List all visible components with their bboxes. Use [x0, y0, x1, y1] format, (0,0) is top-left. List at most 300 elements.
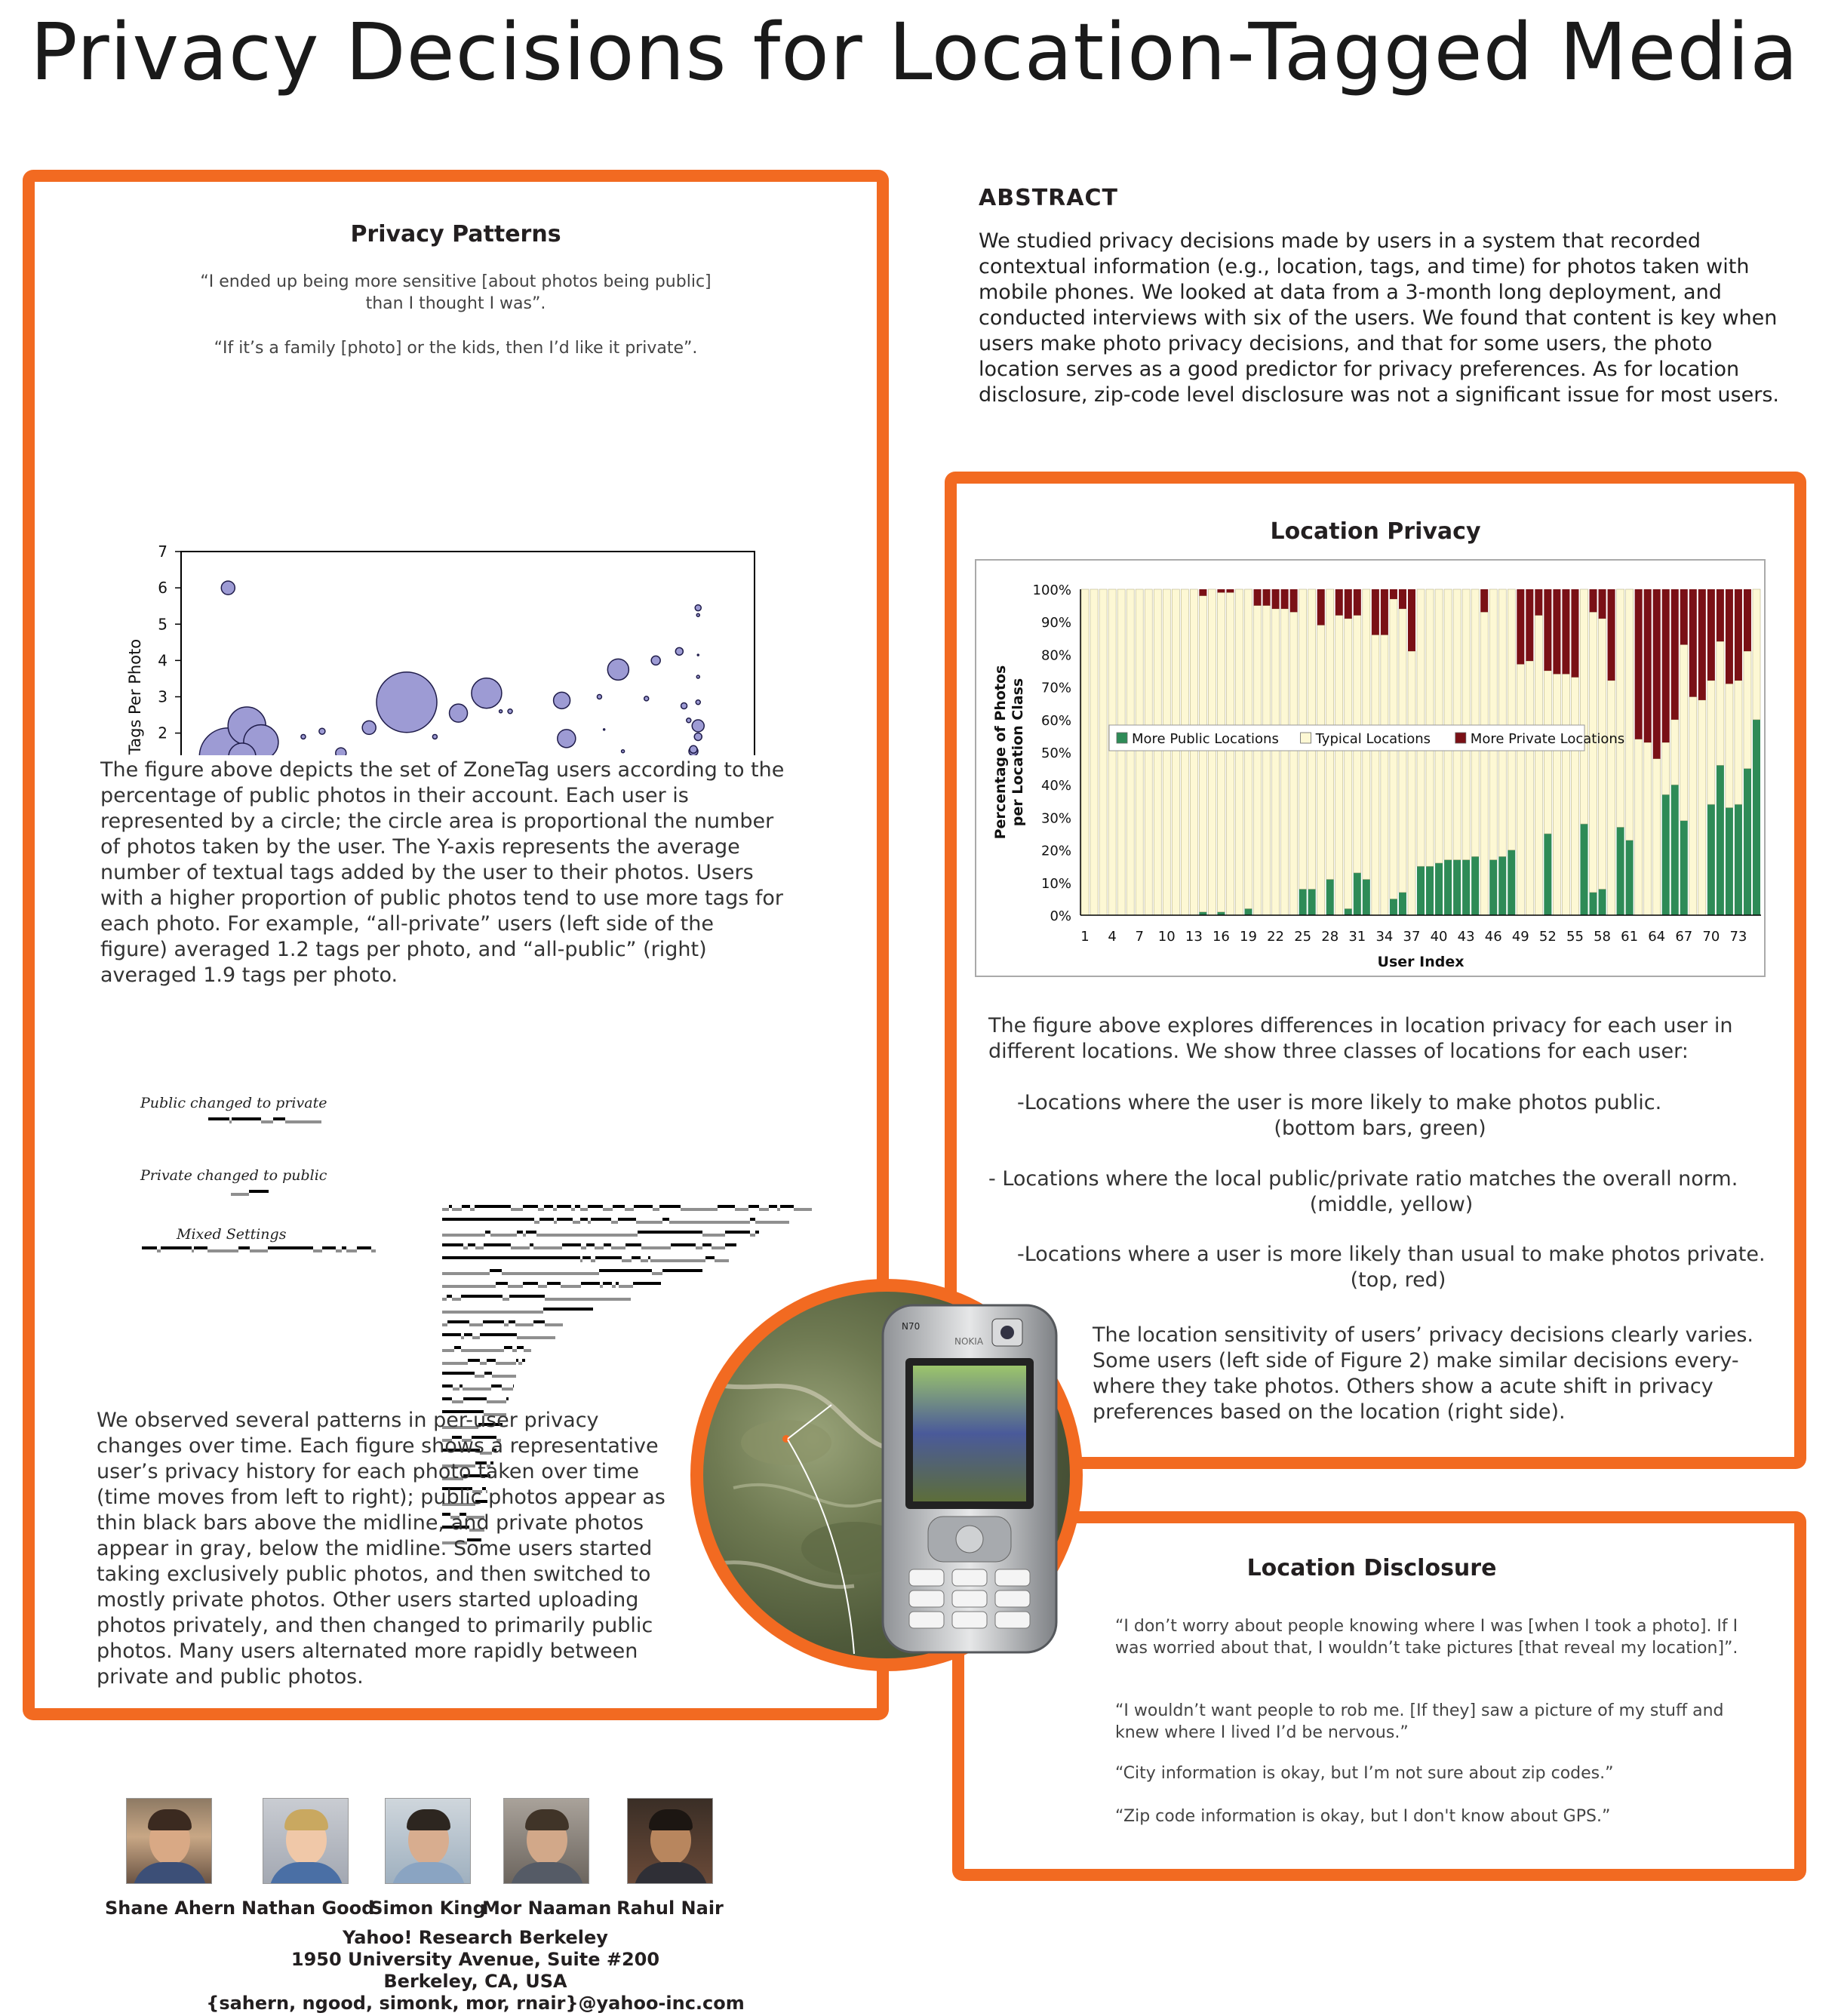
public-photo-mark [521, 1295, 531, 1298]
private-photo-mark [527, 1311, 533, 1314]
legend-label: Typical Locations [1315, 731, 1431, 747]
stacked-bar-segment [1444, 589, 1452, 860]
private-photo-mark [511, 1234, 517, 1237]
plot-frame [181, 552, 755, 755]
private-photo-mark [336, 1249, 342, 1252]
public-photo-mark [500, 1256, 512, 1259]
private-photo-mark [653, 1246, 665, 1249]
public-photo-mark [490, 1269, 502, 1272]
x-tick-label: 16 [1212, 929, 1230, 945]
stacked-bar-segment [1444, 860, 1452, 915]
stacked-bar-segment [1653, 759, 1661, 915]
private-photo-mark [619, 1285, 625, 1288]
public-photo-mark [573, 1243, 581, 1246]
y-tick-label: 6 [158, 579, 168, 598]
private-photo-mark [685, 1208, 696, 1211]
stacked-bar-segment [1399, 589, 1406, 609]
author-photo [503, 1798, 589, 1884]
private-photo-mark [458, 1234, 469, 1237]
public-photo-mark [268, 1246, 271, 1249]
bubble-point [301, 734, 306, 739]
private-photo-mark [619, 1298, 628, 1301]
stacked-bar-segment [1308, 889, 1316, 915]
private-photo-mark [480, 1311, 483, 1314]
stacked-bar-segment [1354, 873, 1361, 915]
author-photo [126, 1798, 212, 1884]
public-photo-mark [748, 1205, 751, 1208]
public-photo-mark [662, 1269, 669, 1272]
stacked-bar-segment [1698, 700, 1706, 915]
public-photo-mark [509, 1320, 515, 1323]
stacked-bar-segment [1580, 824, 1588, 915]
private-photo-mark [538, 1208, 544, 1211]
private-photo-mark [455, 1388, 460, 1391]
public-photo-mark [273, 1117, 285, 1120]
private-photo-mark [480, 1362, 487, 1365]
stacked-bar-segment [1544, 671, 1551, 834]
private-photo-mark [665, 1246, 671, 1249]
private-photo-mark [549, 1298, 558, 1301]
public-photo-mark [485, 1218, 490, 1221]
private-photo-mark [442, 1285, 446, 1288]
private-photo-mark [469, 1323, 474, 1326]
author-name: Rahul Nair [616, 1898, 724, 1919]
private-photo-mark [509, 1375, 516, 1378]
x-tick-label: 70 [1702, 929, 1720, 945]
stacked-bar-segment [1372, 635, 1379, 915]
legend-label: More Public Locations [1132, 731, 1279, 747]
stacked-bar-segment [1526, 661, 1533, 915]
x-tick-label: 31 [1348, 929, 1366, 945]
private-photo-mark [641, 1246, 647, 1249]
private-photo-mark [700, 1221, 708, 1224]
private-photo-mark [513, 1311, 520, 1314]
stacked-bar-segment [1553, 589, 1560, 674]
chart-legend [1109, 725, 1624, 751]
public-photo-mark [500, 1218, 504, 1221]
stacked-bar-segment [1580, 589, 1588, 824]
private-photo-mark [545, 1323, 554, 1326]
bubble-point [681, 703, 687, 709]
public-photo-mark [573, 1256, 580, 1259]
private-photo-mark [493, 1349, 504, 1352]
stacked-bar-segment [1108, 589, 1116, 915]
public-photo-mark [491, 1384, 502, 1388]
private-photo-mark [471, 1311, 480, 1314]
private-photo-mark [518, 1362, 522, 1365]
public-photo-mark [504, 1218, 512, 1221]
private-photo-mark [498, 1362, 508, 1365]
private-photo-mark [636, 1221, 647, 1224]
public-photo-mark [460, 1320, 469, 1323]
tags-vs-public-bubble-chart [88, 370, 767, 755]
private-photo-mark [573, 1221, 580, 1224]
private-photo-mark [483, 1311, 494, 1314]
stacked-bar-segment [1535, 616, 1542, 915]
stacked-bar-segment [1235, 589, 1243, 915]
public-photo-mark [649, 1269, 652, 1272]
private-photo-mark [480, 1285, 486, 1288]
stacked-bar-segment [1553, 674, 1560, 915]
private-photo-mark [511, 1285, 523, 1288]
stacked-bar-segment [1480, 589, 1488, 612]
stacked-bar-segment [1571, 589, 1578, 678]
private-photo-mark [452, 1208, 459, 1211]
private-photo-mark [696, 1208, 708, 1211]
public-photo-mark [142, 1246, 150, 1249]
bubble-point [221, 581, 235, 595]
stacked-bar-segment [1417, 866, 1425, 915]
public-photo-mark [666, 1205, 671, 1208]
public-photo-mark [604, 1243, 606, 1246]
y-axis-label: per Location Class [1010, 678, 1026, 827]
public-photo-mark [453, 1372, 463, 1375]
public-photo-mark [638, 1243, 641, 1246]
stacked-bar-segment [1626, 841, 1634, 915]
legend-swatch [1301, 733, 1311, 743]
stacked-bar-segment [1717, 765, 1724, 915]
public-photo-mark [699, 1231, 702, 1234]
bubble-point [690, 745, 697, 753]
bubble-point [696, 675, 699, 678]
private-photo-mark [647, 1246, 653, 1249]
private-photo-mark [783, 1221, 789, 1224]
public-photo-mark [691, 1231, 699, 1234]
public-photo-mark [472, 1256, 478, 1259]
stacked-bar-segment [1244, 908, 1252, 915]
public-photo-mark [502, 1320, 504, 1323]
private-photo-mark [625, 1208, 634, 1211]
stacked-bar-segment [1317, 625, 1325, 915]
private-photo-mark [461, 1349, 464, 1352]
private-photo-mark [453, 1388, 455, 1391]
stacked-bar-segment [1753, 589, 1760, 720]
private-photo-mark [463, 1246, 468, 1249]
public-photo-mark [463, 1372, 475, 1375]
private-photo-mark [511, 1246, 518, 1249]
bubble-chart-description: The figure above depicts the set of ZoneTag users according to the percentage of public photos in their account. Each user is represented by a circle; the circle area is proportional the number of photos taken by the user. The Y-axis represents the average number of textual tags added by the user to their photos. Users with a higher proportion of public photos tend to use more tags for each photo. For example, “all-private” users (left side of the figure) averaged 1.2 tags per photo, and “all-public” (right) averaged 1.9 tags per photo. [100, 758, 785, 987]
private-photo-mark [673, 1259, 682, 1262]
x-tick-label: 58 [1594, 929, 1611, 945]
history-timeline [442, 1205, 812, 1211]
bubble-point [687, 718, 691, 723]
public-photo-mark [488, 1256, 500, 1259]
stacked-bar-segment [1689, 589, 1697, 697]
private-photo-mark [475, 1246, 484, 1249]
public-photo-mark [261, 1190, 269, 1193]
public-photo-mark [557, 1205, 564, 1208]
private-photo-mark [459, 1208, 462, 1211]
history-timeline [208, 1117, 321, 1123]
private-photo-mark [461, 1336, 464, 1339]
public-photo-mark [447, 1320, 455, 1323]
stacked-bar-segment [1281, 589, 1289, 609]
public-photo-mark [600, 1256, 608, 1259]
history-timeline [442, 1282, 661, 1288]
private-photo-mark [524, 1349, 531, 1352]
public-photo-mark [462, 1205, 470, 1208]
public-photo-mark [608, 1256, 619, 1259]
private-photo-mark [261, 1120, 273, 1123]
public-photo-mark [518, 1218, 525, 1221]
public-photo-mark [513, 1295, 521, 1298]
public-photo-mark [567, 1256, 573, 1259]
stacked-bar-segment [1717, 641, 1724, 765]
stacked-bar-segment [1408, 589, 1415, 651]
public-photo-mark [693, 1269, 695, 1272]
public-photo-mark [616, 1282, 619, 1285]
stacked-bar-segment [1526, 589, 1533, 661]
history-description: We observed several patterns in per-user privacy changes over time. Each figure shows a representative user’s privacy history for each photo taken over time (time moves from left to right); public photos appear as thin black bars above the midline, and private photos appear in gray, below the midline. Some users started taking exclusively public photos, and then switched to mostly private photos. Other users started uploading photos privately, and then changed to primarily public photos. Many users alternated more rapidly between private and public photos. [97, 1409, 665, 1689]
public-photo-mark [456, 1243, 463, 1246]
public-photo-mark [232, 1117, 244, 1120]
public-photo-mark [564, 1256, 567, 1259]
bubble-point [319, 728, 325, 734]
stacked-bar-segment [1644, 742, 1652, 915]
private-photo-mark [625, 1285, 633, 1288]
x-tick-label: 7 [1135, 929, 1144, 945]
public-photo-mark [557, 1218, 560, 1221]
private-photo-mark [609, 1298, 619, 1301]
public-photo-mark [449, 1205, 452, 1208]
private-photo-mark [571, 1208, 575, 1211]
private-photo-mark [737, 1221, 746, 1224]
y-tick-label: 70% [1040, 680, 1071, 696]
author-card [364, 1798, 492, 1919]
private-photo-mark [708, 1208, 718, 1211]
private-photo-mark [478, 1272, 484, 1275]
private-photo-mark [533, 1311, 543, 1314]
private-photo-mark [492, 1375, 496, 1378]
history-legend-public-to-private: Public changed to private [140, 1095, 327, 1111]
stacked-bar-segment [1390, 899, 1397, 915]
history-timeline [442, 1320, 563, 1326]
stacked-bar-segment [1345, 908, 1352, 915]
x-tick-label: 28 [1321, 929, 1339, 945]
bubble-point [604, 729, 605, 730]
public-photo-mark [671, 1243, 678, 1246]
public-photo-mark [254, 1117, 257, 1120]
private-photo-mark [611, 1221, 618, 1224]
location-privacy-heading: Location Privacy [1270, 518, 1481, 545]
author-photo [385, 1798, 471, 1884]
y-tick-label: 4 [158, 651, 168, 670]
stacked-bar-segment [1662, 589, 1670, 742]
private-photo-mark [725, 1259, 729, 1262]
y-tick-label: 2 [158, 724, 168, 742]
stacked-bar-segment [1589, 589, 1597, 612]
public-photo-mark [507, 1205, 511, 1208]
private-photo-mark [690, 1221, 700, 1224]
stacked-bar-segment [1399, 893, 1406, 915]
public-photo-mark [342, 1246, 346, 1249]
public-photo-mark [755, 1231, 759, 1234]
public-photo-mark [643, 1282, 648, 1285]
privacy-patterns-heading: Privacy Patterns [350, 221, 561, 247]
private-photo-mark [540, 1272, 548, 1275]
private-photo-mark [469, 1285, 480, 1288]
stacked-bar-segment [1354, 589, 1361, 616]
private-photo-mark [556, 1323, 563, 1326]
private-photo-mark [682, 1259, 694, 1262]
x-axis-label: User Index [1377, 954, 1465, 970]
stacked-bar-segment [1099, 589, 1107, 915]
public-photo-mark [540, 1256, 546, 1259]
private-photo-mark [735, 1208, 744, 1211]
private-photo-mark [606, 1234, 610, 1237]
stacked-bar-segment [1163, 589, 1170, 915]
public-photo-mark [453, 1218, 461, 1221]
private-photo-mark [592, 1234, 595, 1237]
private-photo-mark [453, 1234, 458, 1237]
private-photo-mark [581, 1298, 592, 1301]
quote-family: “If it’s a family [photo] or the kids, then I’d like it private”. [214, 339, 698, 358]
public-photo-mark [454, 1346, 461, 1349]
location-privacy-intro: The figure above explores differences in location privacy for each user in different locations. We show three classes of locations for each user: [988, 1014, 1733, 1063]
stacked-bar-segment [1290, 589, 1298, 612]
private-photo-mark [515, 1323, 522, 1326]
stacked-bar-segment [1626, 589, 1634, 841]
y-tick-label: 40% [1040, 778, 1071, 794]
public-photo-mark [483, 1218, 485, 1221]
private-photo-mark [533, 1272, 540, 1275]
bubble-point [622, 750, 625, 753]
stacked-bar-segment [1517, 589, 1524, 664]
public-photo-mark [638, 1231, 642, 1234]
public-photo-mark [751, 1205, 759, 1208]
stacked-bar-segment [1508, 850, 1515, 915]
private-photo-mark [569, 1272, 578, 1275]
private-photo-mark [555, 1246, 562, 1249]
stacked-bar-segment [1363, 879, 1370, 915]
private-photo-mark [759, 1208, 762, 1211]
stacked-bar-segment [1707, 589, 1715, 681]
private-photo-mark [346, 1249, 351, 1252]
public-photo-mark [472, 1218, 478, 1221]
public-photo-mark [508, 1243, 511, 1246]
y-tick-label: 90% [1040, 615, 1071, 632]
private-photo-mark [542, 1336, 545, 1339]
private-photo-mark [538, 1285, 547, 1288]
public-photo-mark [750, 1218, 755, 1221]
affiliation-street: 1950 University Avenue, Suite #200 [290, 1949, 660, 1970]
history-timeline [142, 1246, 376, 1252]
public-photo-mark [503, 1333, 509, 1336]
bubble-point [472, 678, 502, 708]
public-photo-mark [180, 1246, 185, 1249]
private-photo-mark [719, 1221, 721, 1224]
stacked-bar-segment [1571, 678, 1578, 915]
stacked-bar-segment [1299, 889, 1307, 915]
public-photo-mark [590, 1282, 600, 1285]
public-photo-mark [550, 1282, 561, 1285]
public-photo-mark [485, 1231, 490, 1234]
public-photo-mark [705, 1243, 712, 1246]
private-photo-mark [459, 1272, 468, 1275]
bubble-point [450, 704, 468, 722]
stacked-bar-segment [1471, 856, 1479, 915]
stacked-bar-segment [1726, 684, 1733, 807]
public-photo-mark [629, 1218, 636, 1221]
public-photo-mark [295, 1246, 307, 1249]
public-photo-mark [516, 1359, 518, 1362]
private-photo-mark [232, 1249, 238, 1252]
public-photo-mark [517, 1346, 524, 1349]
public-photo-mark [455, 1320, 460, 1323]
author-name: Nathan Good [241, 1898, 375, 1919]
private-photo-mark [299, 1120, 309, 1123]
public-photo-mark [442, 1256, 448, 1259]
public-photo-mark [635, 1243, 638, 1246]
y-tick-label: 5 [158, 615, 168, 634]
private-photo-mark [442, 1349, 454, 1352]
public-photo-mark [606, 1243, 609, 1246]
bubble-point [675, 647, 683, 655]
x-tick-label: 43 [1457, 929, 1475, 945]
public-photo-mark [609, 1243, 611, 1246]
public-photo-mark [357, 1246, 363, 1249]
public-photo-mark [185, 1246, 192, 1249]
public-photo-mark [490, 1243, 493, 1246]
location-disclosure-panel [952, 1511, 1806, 1881]
stacked-bar-segment [1617, 589, 1624, 827]
private-photo-mark [600, 1285, 603, 1288]
private-photo-mark [487, 1400, 495, 1403]
stacked-bar-segment [1698, 589, 1706, 700]
public-photo-mark [498, 1333, 503, 1336]
bubble-point [651, 656, 660, 665]
private-photo-mark [643, 1259, 648, 1262]
bubble-point [499, 710, 503, 713]
x-tick-label: 40 [1430, 929, 1448, 945]
private-photo-mark [442, 1272, 454, 1275]
stacked-bar-segment [1345, 589, 1352, 619]
private-photo-mark [770, 1221, 773, 1224]
public-photo-mark [645, 1231, 657, 1234]
location-class-private-line2: (top, red) [1350, 1268, 1446, 1292]
location-privacy-panel [945, 472, 1806, 1469]
stacked-bar-segment [1617, 827, 1624, 915]
x-tick-label: 55 [1566, 929, 1584, 945]
abstract-text: We studied privacy decisions made by users in a system that recorded contextual information (e.g., location, tags, and time) for photos taken with mobile phones. We looked at data from a 3-month long deployment, and conducted interviews with six of the users. We found that content is key when users make photo privacy decisions, and that for some users, the photo location serves as a good predictor for privacy preferences. As for location disclosure, zip-code level disclosure was not a significant issue for most users. [979, 229, 1779, 407]
private-photo-mark [628, 1298, 631, 1301]
bubble-point [554, 692, 570, 708]
x-tick-label: 19 [1240, 929, 1257, 945]
stacked-bar-segment [1544, 589, 1551, 671]
public-photo-mark [442, 1372, 453, 1375]
public-photo-mark [220, 1117, 229, 1120]
private-photo-mark [245, 1193, 249, 1196]
public-photo-mark [208, 1117, 217, 1120]
public-photo-mark [599, 1269, 605, 1272]
private-photo-mark [496, 1362, 498, 1365]
private-photo-mark [464, 1349, 475, 1352]
abstract-heading: ABSTRACT [979, 185, 1118, 211]
public-photo-mark [496, 1282, 508, 1285]
private-photo-mark [452, 1400, 456, 1403]
history-timeline [442, 1372, 516, 1378]
private-photo-mark [574, 1285, 581, 1288]
private-photo-mark [554, 1336, 555, 1339]
public-photo-mark [600, 1218, 611, 1221]
public-photo-mark [564, 1218, 566, 1221]
public-photo-mark [684, 1231, 691, 1234]
public-photo-mark [561, 1308, 571, 1311]
private-photo-mark [549, 1234, 559, 1237]
private-photo-mark [647, 1221, 654, 1224]
public-photo-mark [478, 1218, 483, 1221]
history-timeline [442, 1397, 509, 1403]
